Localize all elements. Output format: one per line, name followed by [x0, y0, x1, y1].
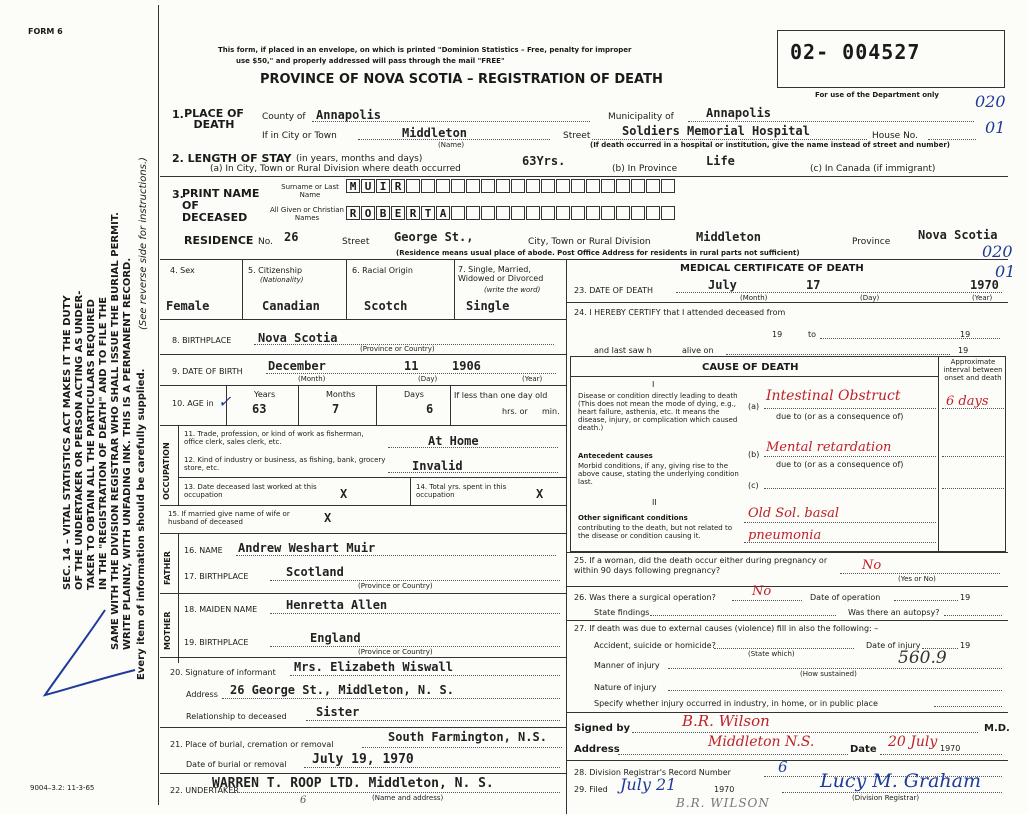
name-letter-box	[406, 179, 420, 193]
informant-label: 20. Signature of informant	[170, 668, 276, 677]
stamp-name: B.R. WILSON	[676, 796, 770, 810]
county-value: Annapolis	[316, 108, 382, 122]
name-letter-box	[511, 179, 525, 193]
birthplace-value: Nova Scotia	[258, 331, 338, 345]
print-code: 9004–3.2: 11-3-65	[30, 784, 95, 792]
age-days: 6	[426, 402, 434, 416]
name-letter-box	[526, 206, 540, 220]
birthplace-sub: (Province or Country)	[360, 345, 435, 353]
dept-use-label: For use of the Department only	[815, 91, 939, 99]
signer-address-label: Address	[574, 744, 620, 755]
side-text-3: TAKER TO OBTAIN ALL THE PARTICULARS REQUIRED	[86, 299, 97, 590]
last-saw-label: and last saw h	[594, 346, 652, 355]
surgery-value: No	[752, 584, 772, 599]
part-2-label: II	[652, 498, 657, 507]
name-letter-box	[541, 206, 555, 220]
city-label: If in City or Town	[262, 131, 337, 141]
stay-sub-b: (b) In Province	[612, 164, 678, 174]
name-letter-box: R	[346, 206, 360, 220]
due-to-2: due to (or as a consequence of)	[776, 460, 904, 469]
father-name: Andrew Weshart Muir	[238, 541, 376, 555]
mother-birth-label: 19. BIRTHPLACE	[184, 638, 249, 647]
age-years-label: Years	[254, 390, 276, 399]
cause-title: CAUSE OF DEATH	[702, 362, 799, 373]
name-letter-box	[646, 179, 660, 193]
mother-name-label: 18. MAIDEN NAME	[184, 605, 258, 614]
trade-value: At Home	[428, 434, 479, 448]
father-side-label: FATHER	[163, 551, 172, 585]
marital-value: Single	[466, 299, 510, 313]
death-day: 17	[806, 278, 821, 292]
hospital-note: (If death occurred in a hospital or institution, give the name instead of street and number)	[590, 141, 950, 149]
signed-date: 20 July	[888, 734, 938, 750]
residence-province: Nova Scotia	[918, 228, 998, 242]
death-year: 1970	[970, 278, 999, 292]
name-letter-box	[496, 206, 510, 220]
age-months-label: Months	[326, 390, 356, 399]
dept-code-1: 020	[975, 92, 1006, 111]
side-text-1: SEC. 14 – VITAL STATISTICS ACT MAKES IT THE DUTY	[62, 295, 73, 590]
name-num: 3.	[172, 188, 184, 201]
name-letter-box	[496, 179, 510, 193]
residence-street-label: Street	[342, 237, 370, 247]
name-letter-box: O	[361, 206, 375, 220]
name-letter-box: R	[406, 206, 420, 220]
age-years: 63	[252, 402, 267, 416]
other-value-1: Old Sol. basal	[748, 506, 840, 521]
accident-label: Accident, suicide or homicide?	[594, 641, 716, 650]
occupation-side-label: OCCUPATION	[162, 442, 171, 500]
signed-value: B.R. Wilson	[682, 712, 770, 730]
side-text-4: IN THE "REGISTRATION OF DEATH" AND TO FILE THE	[98, 296, 109, 590]
street-label: Street	[563, 131, 591, 141]
undertaker-label: 22. UNDERTAKER	[170, 786, 239, 795]
hrs-label: hrs. or	[502, 407, 528, 416]
father-birth-label: 17. BIRTHPLACE	[184, 572, 249, 581]
name-letter-box	[616, 206, 630, 220]
stay-value-a: 63Yrs.	[522, 154, 566, 168]
racial-label: 6. Racial Origin	[352, 266, 413, 275]
cause-b-label: (b)	[748, 450, 760, 459]
name-letter-box	[451, 206, 465, 220]
residence-no-label: No.	[258, 237, 273, 247]
name-letter-box	[571, 206, 585, 220]
dob-day-label: (Day)	[418, 375, 438, 383]
total-yrs-label: 14. Total yrs. spent in this occupation	[416, 483, 507, 499]
surname-label: Surname or Last Name	[281, 183, 339, 199]
dob-month-label: (Month)	[298, 375, 326, 383]
signer-address: Middleton N.S.	[708, 734, 815, 750]
side-text-7: Every item of information should be carefully supplied.	[136, 368, 147, 680]
name-letter-box	[466, 179, 480, 193]
citizenship-sub: (Nationality)	[260, 276, 304, 284]
death-day-label: (Day)	[860, 294, 880, 302]
name-letter-box	[541, 179, 555, 193]
manner-code: 560.9	[898, 648, 947, 668]
cause-a-label: (a)	[748, 402, 760, 411]
state-which-label: (State which)	[748, 650, 795, 658]
instruction-line-1: This form, if placed in an envelope, on which is printed "Dominion Statistics – Free, penalty for improper	[218, 46, 632, 54]
residence-city: Middleton	[696, 230, 762, 244]
certify-19-b: 19	[960, 330, 971, 339]
place-num: 1.	[172, 108, 184, 121]
side-text-6: WRITE PLAINLY, WITH UNFADING INK. THIS IS A PERMANENT RECORD.	[122, 257, 133, 650]
other-label: Other significant conditions	[578, 514, 688, 522]
record-value: 6	[778, 758, 788, 776]
other-value-2: pneumonia	[748, 528, 822, 543]
manner-label: Manner of injury	[594, 661, 660, 670]
name-letter-box	[646, 206, 660, 220]
antecedent-sub: Morbid conditions, if any, giving rise to the above cause, stating the underlying condition last.	[578, 462, 739, 486]
cause-c-label: (c)	[748, 481, 759, 490]
certify-19-a: 19	[772, 330, 783, 339]
side-text-2: OF THE UNDERTAKER OR PERSON ACTING AS UNDER-	[74, 290, 85, 590]
disease-label: Disease or condition directly leading to death (This does not mean the mode of dying, e.g., heart failure, asthenia, etc. It means the disease, injury, or complication which caused death.)	[578, 392, 738, 432]
mother-name: Henretta Allen	[286, 598, 388, 612]
age-months: 7	[332, 402, 340, 416]
name-letter-box: R	[391, 179, 405, 193]
death-date-label: 23. DATE OF DEATH	[574, 286, 654, 295]
father-birth: Scotland	[286, 565, 344, 579]
registration-number: 02- 004527	[790, 40, 921, 64]
last-worked-label: 13. Date deceased last worked at this occupation	[184, 483, 317, 499]
less-day-label: If less than one day old	[454, 391, 548, 400]
age-label: 10. AGE in	[172, 399, 214, 408]
residence-label: RESIDENCE	[184, 234, 254, 247]
street-value: Soldiers Memorial Hospital	[622, 124, 810, 138]
residence-province-label: Province	[852, 237, 891, 247]
alive-19: 19	[958, 346, 969, 355]
last-worked-value: X	[340, 487, 348, 501]
age-days-label: Days	[404, 390, 424, 399]
informant-address: 26 George St., Middleton, N. S.	[230, 683, 454, 697]
other-sub: contributing to the death, but not related to the disease or condition causing it.	[578, 524, 732, 540]
municipality-label: Municipality of	[608, 112, 674, 122]
name-letter-box	[436, 179, 450, 193]
age-check: ✓	[218, 392, 232, 411]
signed-date-year: 1970	[940, 744, 961, 753]
total-yrs-value: X	[536, 487, 544, 501]
registrar-signature: Lucy M. Graham	[820, 770, 981, 792]
burial-place: South Farmington, N.S.	[388, 730, 547, 744]
min-label: min.	[542, 407, 560, 416]
form-title: PROVINCE OF NOVA SCOTIA – REGISTRATION OF DEATH	[260, 72, 663, 87]
name-letter-box	[631, 206, 645, 220]
how-sustained-label: (How sustained)	[800, 670, 857, 678]
stray-mark: 6	[300, 795, 307, 806]
name-letter-box	[526, 179, 540, 193]
name-letter-box	[616, 179, 630, 193]
name-letter-box: E	[391, 206, 405, 220]
name-letter-box: T	[421, 206, 435, 220]
informant-address-label: Address	[186, 690, 218, 699]
op-date-label: Date of operation	[810, 593, 881, 602]
dept-code-2: 01	[985, 118, 1006, 137]
antecedent-label: Antecedent causes	[578, 452, 653, 460]
surgery-label: 26. Was there a surgical operation?	[574, 593, 716, 602]
md-label: M.D.	[984, 723, 1010, 734]
name-letter-box	[661, 206, 675, 220]
stay-label: 2. LENGTH OF STAY	[172, 152, 292, 165]
relationship-label: Relationship to deceased	[186, 712, 287, 721]
burial-date-label: Date of burial or removal	[186, 760, 287, 769]
sex-label: 4. Sex	[170, 266, 195, 275]
name-letter-box	[586, 179, 600, 193]
spouse-label: 15. If married give name of wife or husband of deceased	[168, 510, 290, 526]
op-19: 19	[960, 593, 971, 602]
residence-no: 26	[284, 230, 299, 244]
mother-side-label: MOTHER	[163, 611, 172, 650]
name-letter-box: I	[376, 179, 390, 193]
nature-label: Nature of injury	[594, 683, 657, 692]
residence-street: George St.,	[394, 230, 474, 244]
birthplace-label: 8. BIRTHPLACE	[172, 336, 232, 345]
injury-19: 19	[960, 641, 971, 650]
spouse-value: X	[324, 511, 332, 525]
burial-place-label: 21. Place of burial, cremation or removal	[170, 740, 334, 749]
alive-on-label: alive on	[682, 346, 714, 355]
death-month-label: (Month)	[740, 294, 768, 302]
name-letter-box	[661, 179, 675, 193]
instruction-line-2: use $50," and properly addressed will pass through the mail "FREE"	[236, 57, 505, 65]
name-letter-box	[556, 206, 570, 220]
industry-value: Invalid	[412, 459, 463, 473]
mother-birth-sub: (Province or Country)	[358, 648, 433, 656]
racial-value: Scotch	[364, 299, 408, 313]
city-value: Middleton	[402, 126, 468, 140]
specify-label: Specify whether injury occurred in industry, in home, or in public place	[594, 699, 878, 708]
stay-sub-c: (c) In Canada (if immigrant)	[810, 164, 936, 174]
undertaker-sub: (Name and address)	[372, 794, 444, 802]
name-letter-box	[631, 179, 645, 193]
citizenship-value: Canadian	[262, 299, 320, 313]
name-letter-box	[571, 179, 585, 193]
name-letter-box	[451, 179, 465, 193]
dob-year: 1906	[452, 359, 481, 373]
trade-label: 11. Trade, profession, or kind of work as fisherman, office clerk, sales clerk, etc.	[184, 430, 364, 446]
filed-label: 29. Filed	[574, 785, 608, 794]
woman-label: 25. If a woman, did the death occur either during pregnancy or within 90 days following pregnancy?	[574, 556, 828, 575]
woman-value: No	[862, 558, 882, 573]
name-letter-box	[511, 206, 525, 220]
medical-title: MEDICAL CERTIFICATE OF DEATH	[680, 263, 864, 274]
marital-label: 7. Single, Married, Widowed or Divorced	[458, 265, 544, 283]
name-letter-box: A	[436, 206, 450, 220]
stay-label-suffix: (in years, months and days)	[296, 154, 423, 164]
residence-note: (Residence means usual place of abode. Post Office Address for residents in rural parts not sufficient)	[396, 249, 800, 257]
cause-b-value: Mental retardation	[766, 440, 892, 455]
name-letter-box	[481, 206, 495, 220]
name-letter-box	[556, 179, 570, 193]
dob-month: December	[268, 359, 326, 373]
autopsy-label: Was there an autopsy?	[848, 608, 940, 617]
name-letter-box	[421, 179, 435, 193]
dept-code-4: 01	[995, 262, 1016, 281]
injury-date-label: Date of injury	[866, 641, 921, 650]
informant-signature: Mrs. Elizabeth Wiswall	[294, 660, 453, 674]
dob-year-label: (Year)	[522, 375, 543, 383]
certify-to-label: to	[808, 330, 817, 339]
side-text-8: (See reverse side for instructions.)	[138, 157, 149, 330]
county-label: County of	[262, 112, 306, 122]
name-letter-box	[481, 179, 495, 193]
burial-date: July 19, 1970	[312, 752, 414, 767]
division-registrar-label: (Division Registrar)	[852, 794, 920, 802]
death-year-label: (Year)	[972, 294, 993, 302]
stay-sub-a: (a) In City, Town or Rural Division where death occurred	[210, 164, 461, 174]
record-label: 28. Division Registrar's Record Number	[574, 768, 731, 777]
house-label: House No.	[872, 131, 919, 141]
given-label: All Given or Christian Names	[270, 206, 344, 222]
external-label: 27. If death was due to external causes (violence) fill in also the following: –	[574, 624, 879, 633]
side-text-5: SAME WITH THE DIVISION REGISTRAR WHO SHALL ISSUE THE BURIAL PERMIT.	[110, 212, 121, 650]
mother-birth: England	[310, 631, 361, 645]
scribble-mark	[35, 600, 145, 710]
father-birth-sub: (Province or Country)	[358, 582, 433, 590]
father-name-label: 16. NAME	[184, 546, 223, 555]
industry-label: 12. Kind of industry or business, as fishing, bank, grocery store, etc.	[184, 456, 386, 472]
dob-label: 9. DATE OF BIRTH	[172, 367, 243, 376]
citizenship-label: 5. Citizenship	[248, 266, 303, 275]
name-letter-box	[601, 206, 615, 220]
name-letter-box: B	[376, 206, 390, 220]
name-letter-box	[466, 206, 480, 220]
undertaker-value: WARREN T. ROOP LTD. Middleton, N. S.	[212, 776, 494, 791]
residence-city-label: City, Town or Rural Division	[528, 237, 651, 247]
signed-date-label: Date	[850, 744, 877, 755]
interval-label: Approximate interval between onset and death	[943, 358, 1003, 382]
part-1-label: I	[652, 380, 655, 389]
stay-value-b: Life	[706, 154, 735, 168]
place-label: PLACE OF DEATH	[184, 107, 244, 131]
certify-label: 24. I HEREBY CERTIFY that I attended deceased from	[574, 308, 786, 317]
cause-a-value: Intestinal Obstruct	[766, 388, 901, 404]
marital-sub: (write the word)	[484, 286, 541, 294]
sex-value: Female	[166, 299, 210, 313]
filed-year: 1970	[714, 785, 735, 794]
interval-a-value: 6 days	[946, 394, 989, 409]
yes-no-label: (Yes or No)	[898, 575, 936, 583]
name-letter-box	[586, 206, 600, 220]
name-letter-box: U	[361, 179, 375, 193]
form-number: FORM 6	[28, 27, 63, 36]
dept-code-3: 020	[982, 242, 1013, 261]
relationship-value: Sister	[316, 705, 360, 719]
due-to-1: due to (or as a consequence of)	[776, 412, 904, 421]
name-letter-box	[601, 179, 615, 193]
municipality-value: Annapolis	[706, 106, 772, 120]
left-margin-line	[158, 5, 159, 805]
state-findings-label: State findings	[594, 608, 650, 617]
death-month: July	[708, 278, 737, 292]
name-sublabel: (Name)	[438, 141, 465, 149]
signed-label: Signed by	[574, 723, 631, 734]
name-label: PRINT NAME OF DECEASED	[182, 187, 260, 224]
filed-value: July 21	[620, 775, 677, 794]
name-letter-box: M	[346, 179, 360, 193]
dob-day: 11	[404, 359, 419, 373]
